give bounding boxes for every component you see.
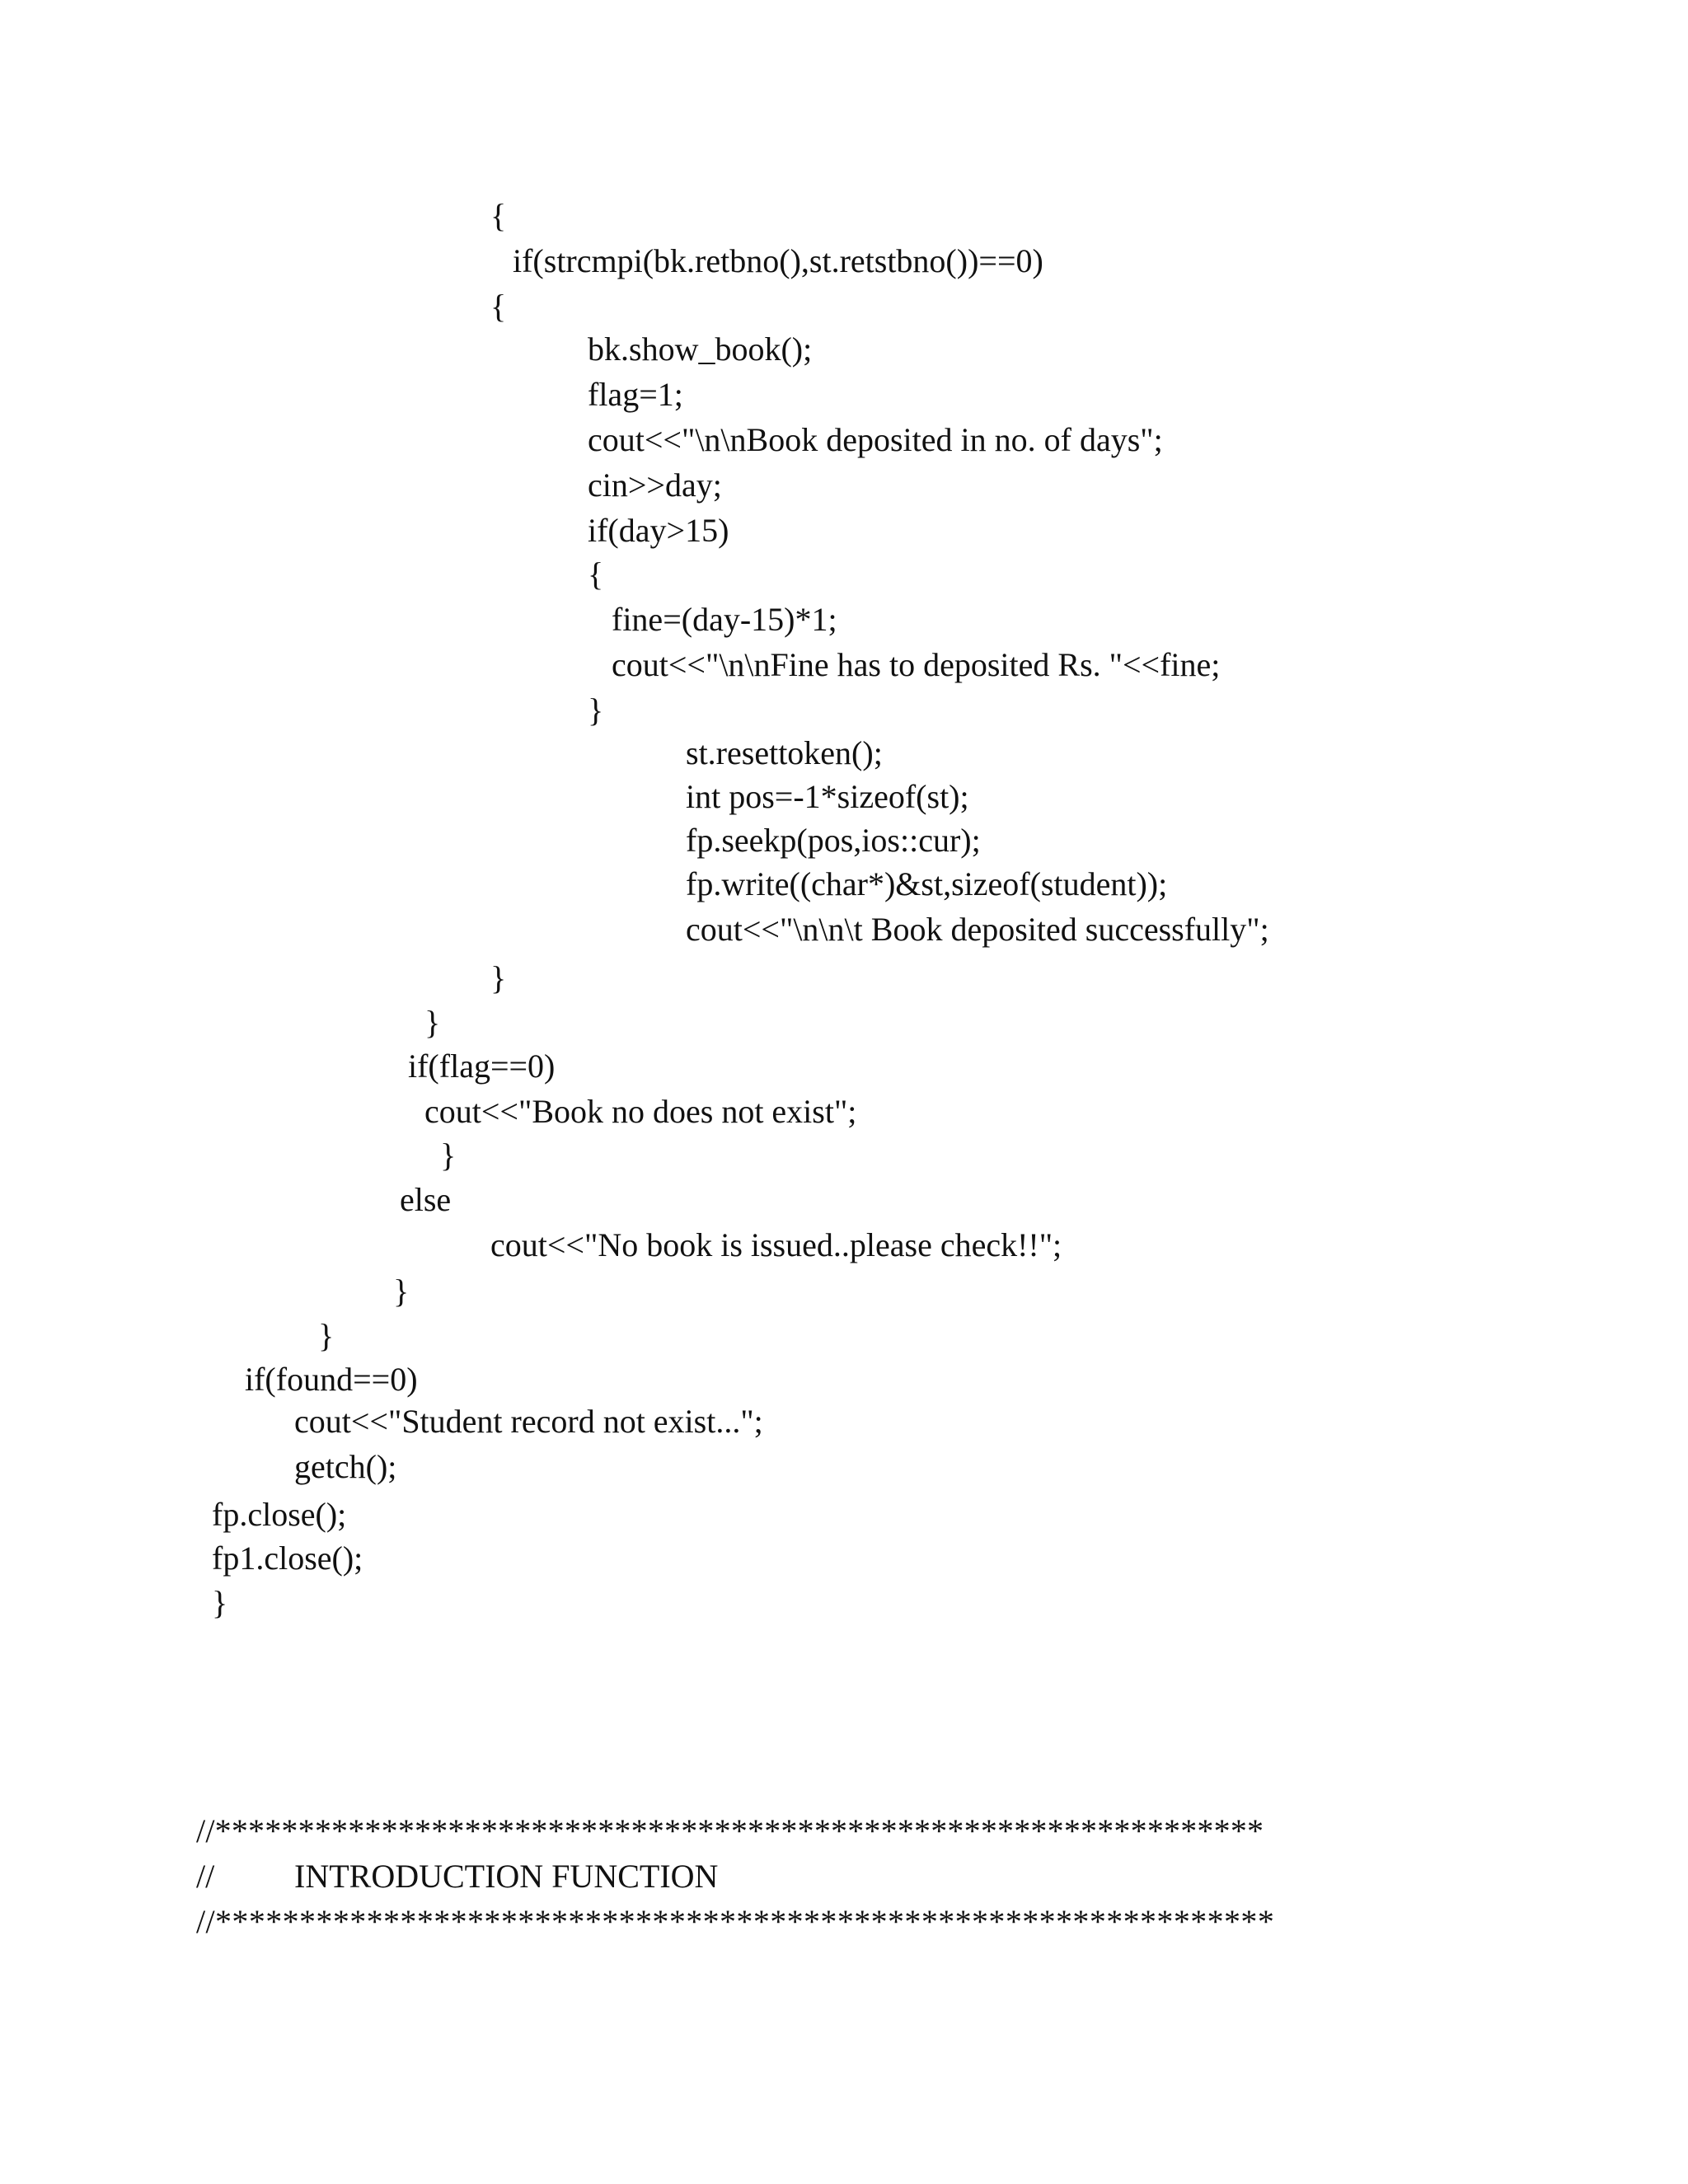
code-line: } bbox=[393, 1272, 410, 1310]
code-line: fp1.close(); bbox=[212, 1540, 363, 1577]
comment-rule-top: //*************************************************************** bbox=[196, 1812, 1264, 1849]
code-line: fine=(day-15)*1; bbox=[612, 601, 837, 638]
code-line: } bbox=[318, 1317, 335, 1354]
code-line: flag=1; bbox=[588, 376, 683, 413]
code-line: if(flag==0) bbox=[408, 1047, 556, 1085]
code-line: { bbox=[588, 555, 604, 593]
code-line: } bbox=[212, 1584, 228, 1621]
comment-heading: INTRODUCTION FUNCTION bbox=[294, 1858, 719, 1895]
code-line: bk.show_book(); bbox=[588, 330, 813, 368]
code-line: if(day>15) bbox=[588, 512, 729, 549]
code-line: { bbox=[490, 197, 507, 234]
code-line: } bbox=[588, 691, 604, 729]
code-line: getch(); bbox=[294, 1448, 397, 1485]
code-line: cout<<"Student record not exist..."; bbox=[294, 1403, 763, 1440]
code-line: } bbox=[440, 1137, 457, 1174]
code-line: cout<<"\n\nFine has to deposited Rs. "<<fine; bbox=[612, 646, 1221, 683]
code-line: st.resettoken(); bbox=[686, 734, 883, 771]
code-line: else bbox=[400, 1181, 452, 1218]
code-line: cout<<"Book no does not exist"; bbox=[424, 1093, 857, 1130]
code-line: cin>>day; bbox=[588, 466, 722, 504]
code-line: cout<<"No book is issued..please check!!"; bbox=[490, 1226, 1062, 1263]
comment-rule-bottom: //*************************************************************** bbox=[196, 1903, 1275, 1940]
code-line: int pos=-1*sizeof(st); bbox=[686, 778, 969, 815]
code-line: cout<<"\n\nBook deposited in no. of days"; bbox=[588, 421, 1163, 458]
code-line: } bbox=[490, 959, 507, 996]
code-line: { bbox=[490, 288, 507, 325]
code-line: fp.write((char*)&st,sizeof(student)); bbox=[686, 865, 1168, 902]
code-line: fp.close(); bbox=[212, 1496, 347, 1533]
code-line: fp.seekp(pos,ios::cur); bbox=[686, 822, 981, 859]
code-line: } bbox=[424, 1004, 441, 1041]
code-line: if(strcmpi(bk.retbno(),st.retstbno())==0) bbox=[513, 242, 1043, 279]
comment-heading-prefix: // bbox=[196, 1858, 215, 1895]
code-line: if(found==0) bbox=[245, 1361, 418, 1398]
code-line: cout<<"\n\n\t Book deposited successfully"; bbox=[686, 911, 1269, 948]
